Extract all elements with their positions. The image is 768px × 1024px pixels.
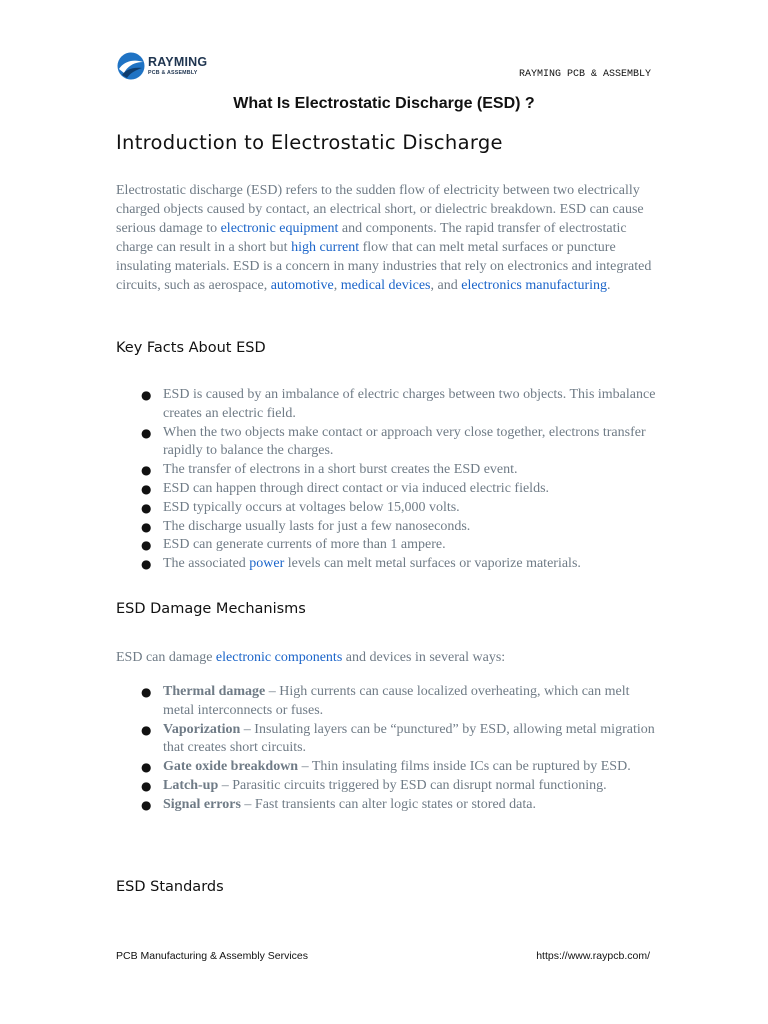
link-electronics-manufacturing[interactable]: electronics manufacturing [461,278,608,293]
bullet-icon: ● [141,463,152,478]
logo-subtitle: PCB & ASSEMBLY [148,69,198,76]
intro-paragraph: Electrostatic discharge (ESD) refers to the sudden flow of electricity between two electrically charged objects caused by contact, an electrical short, or dielectric breakdown. ESD can cause serious damage to electronic equipment and components. The rapid transfer of electrostatic charge can result in a short but high current flow that can melt metal surfaces or puncture insulating materials. ESD is a concern in many industries that rely on electronics and integrated circuits, such as aerospace, automotive, medical devices, and electronics manufacturing. [116,183,652,293]
header-company-name: RAYMING PCB & ASSEMBLY [518,69,651,80]
intro-heading: Introduction to Electrostatic Discharge [116,131,503,154]
list-item: ● ESD typically occurs at voltages below 15,000 volts. [136,499,656,518]
list-item: ● Vaporization – Insulating layers can be “punctured” by ESD, allowing metal migration that creates short circuits. [141,721,655,756]
bullet-icon: ● [141,519,152,534]
link-automotive[interactable]: automotive [270,278,334,293]
damage-heading: ESD Damage Mechanisms [116,601,306,617]
footer-url-link[interactable]: https://www.raypcb.com/ [536,950,650,962]
list-item: ● ESD can generate currents of more than 1 ampere. [136,536,656,555]
bullet-icon: ● [141,778,152,793]
list-item: ● The associated power levels can melt metal surfaces or vaporize materials. [136,555,656,574]
bullet-icon: ● [141,500,152,515]
damage-list [136,683,656,815]
damage-intro: ESD can damage electronic components and devices in several ways: [116,650,506,665]
list-item: ● Thermal damage – High currents can cause localized overheating, which can melt metal interconnects or fuses. [141,684,630,718]
list-item: ● ESD can happen through direct contact or via induced electric fields. [136,480,656,499]
list-item: ● ESD is caused by an imbalance of electric charges between two objects. This imbalance creates an electric field. [141,387,656,421]
link-electronic-equipment[interactable]: electronic equipment [220,221,339,236]
link-power[interactable]: power [249,556,285,572]
bullet-icon: ● [141,538,152,553]
list-item: ● When the two objects make contact or approach very close together, electrons transfer rapidly to balance the charges. [141,424,646,459]
list-item: ● Gate oxide breakdown – Thin insulating films inside ICs can be ruptured by ESD. [136,758,656,777]
list-item: ● Signal errors – Fast transients can alter logic states or stored data. [136,796,656,815]
bullet-icon: ● [141,685,152,699]
bullet-icon: ● [141,557,152,572]
bullet-icon: ● [141,722,152,737]
link-high-current[interactable]: high current [291,240,360,255]
key-facts-list [136,386,656,574]
key-facts-heading: Key Facts About ESD [116,340,266,356]
logo-name: RAYMING [148,55,208,70]
link-medical-devices[interactable]: medical devices [340,278,431,293]
list-item: ● The transfer of electrons in a short burst creates the ESD event. [136,461,656,480]
footer-services: PCB Manufacturing & Assembly Services [116,950,308,962]
rayming-swirl-logo-icon [116,51,146,81]
bullet-icon: ● [141,388,152,402]
bullet-icon: ● [141,481,152,496]
list-item: ● Latch-up – Parasitic circuits triggered by ESD can disrupt normal functioning. [136,777,656,796]
link-electronic-components[interactable]: electronic components [215,650,343,665]
bullet-icon: ● [141,760,152,775]
rayming-logo [116,50,216,82]
list-item: ● The discharge usually lasts for just a few nanoseconds. [136,518,656,537]
bullet-icon: ● [141,425,152,440]
document-title: What Is Electrostatic Discharge (ESD) ? [233,95,535,112]
standards-heading: ESD Standards [116,879,224,895]
bullet-icon: ● [141,797,152,812]
